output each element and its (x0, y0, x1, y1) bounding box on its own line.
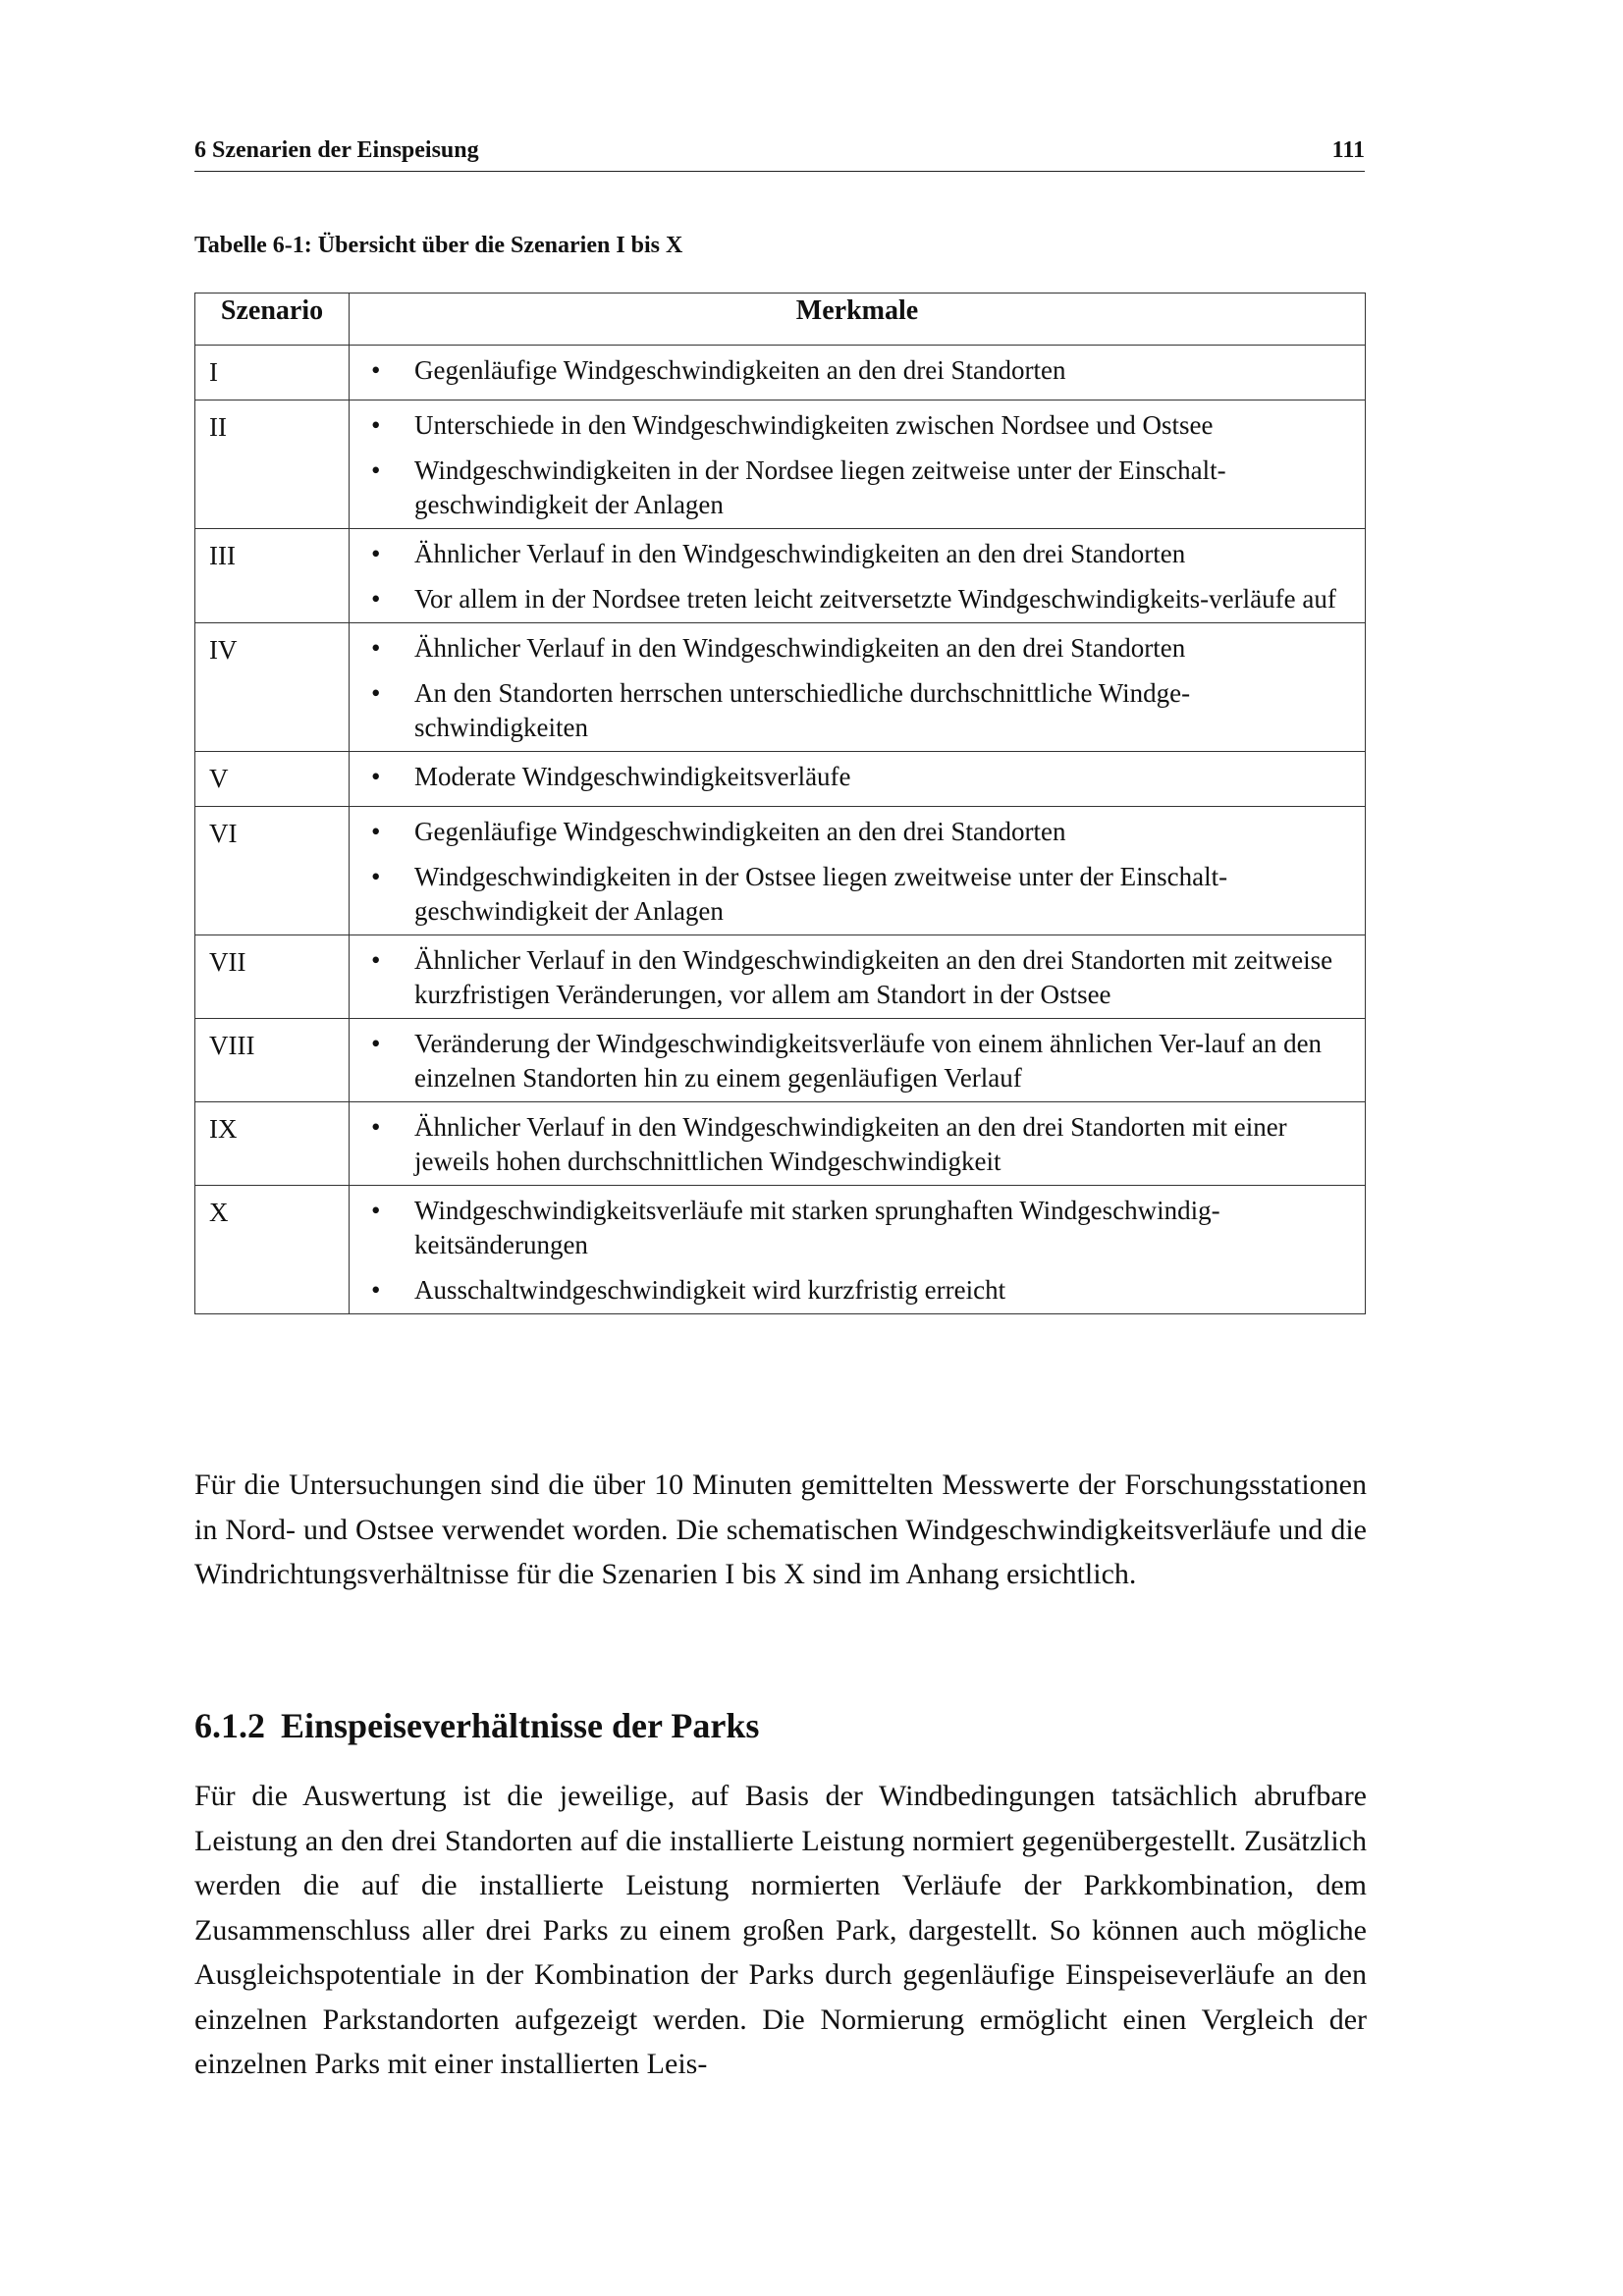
feature-list (350, 943, 1353, 1012)
column-header-scenario: Szenario (195, 294, 350, 346)
page-number: 111 (1331, 137, 1365, 163)
column-header-features: Merkmale (350, 294, 1366, 346)
table-row (195, 623, 1366, 752)
scenario-id: III (195, 529, 350, 623)
running-header (194, 133, 1365, 172)
table-caption: Tabelle 6-1: Übersicht über die Szenarien I bis X (194, 233, 683, 258)
feature-list (350, 1110, 1353, 1179)
table-row (195, 1019, 1366, 1102)
scenario-id: V (195, 752, 350, 807)
scenario-features (350, 1186, 1366, 1314)
feature-list (350, 815, 1353, 929)
scenario-id: X (195, 1186, 350, 1314)
scenario-features (350, 1019, 1366, 1102)
table-row (195, 529, 1366, 623)
feature-item: • Windgeschwindigkeiten in der Nordsee liegen zeitweise unter der Einschalt-geschwindigkeit der Anlagen (350, 454, 1353, 522)
feature-item: • Gegenläufige Windgeschwindigkeiten an den drei Standorten (350, 353, 1353, 388)
chapter-title: 6 Szenarien der Einspeisung (194, 137, 479, 163)
table-row (195, 400, 1366, 529)
body-paragraph: Für die Untersuchungen sind die über 10 Minuten gemittelten Messwerte der Forschungsstationen in Nord- und Ostsee verwendet worden. Die schematischen Windgeschwindigkeitsverläufe und die Windrichtungsverhältnisse für die Szenarien I bis X sind im Anhang ersichtlich. (194, 1468, 1367, 1590)
scenario-features (350, 752, 1366, 807)
table-row (195, 935, 1366, 1019)
scenario-id: VIII (195, 1019, 350, 1102)
feature-item: • Windgeschwindigkeitsverläufe mit starken sprunghaften Windgeschwindig-keitsänderungen (350, 1194, 1353, 1262)
scenario-table (194, 293, 1366, 1314)
table-body (195, 346, 1366, 1314)
scenario-id: VI (195, 807, 350, 935)
feature-item: • Ähnlicher Verlauf in den Windgeschwindigkeiten an den drei Standorten mit zeitweise kurzfristigen Veränderungen, vor allem am Standort in der Ostsee (350, 943, 1353, 1012)
scenario-features (350, 623, 1366, 752)
feature-item: • Moderate Windgeschwindigkeitsverläufe (350, 760, 1353, 794)
feature-list (350, 537, 1353, 616)
feature-list (350, 760, 1353, 794)
feature-item: • Ähnlicher Verlauf in den Windgeschwindigkeiten an den drei Standorten (350, 537, 1353, 571)
scenario-id: I (195, 346, 350, 400)
scenario-features (350, 346, 1366, 400)
feature-list (350, 1194, 1353, 1308)
scenario-features (350, 1102, 1366, 1186)
table-header-row (195, 294, 1366, 346)
feature-list (350, 1027, 1353, 1095)
section-title: Einspeiseverhältnisse der Parks (281, 1706, 760, 1745)
feature-item: • Unterschiede in den Windgeschwindigkeiten zwischen Nordsee und Ostsee (350, 408, 1353, 443)
scenario-features (350, 935, 1366, 1019)
scenario-id: IV (195, 623, 350, 752)
table-row (195, 1186, 1366, 1314)
scenario-id: VII (195, 935, 350, 1019)
feature-item: • An den Standorten herrschen unterschiedliche durchschnittliche Windge-schwindigkeiten (350, 676, 1353, 745)
feature-item: • Veränderung der Windgeschwindigkeitsverläufe von einem ähnlichen Ver-lauf an den einzelnen Standorten hin zu einem gegenläufigen Verlauf (350, 1027, 1353, 1095)
table-row (195, 807, 1366, 935)
feature-list (350, 631, 1353, 745)
scenario-features (350, 400, 1366, 529)
feature-item: • Ausschaltwindgeschwindigkeit wird kurzfristig erreicht (350, 1273, 1353, 1308)
body-paragraph: Für die Auswertung ist die jeweilige, auf Basis der Windbedingungen tatsächlich abrufbare Leistung an den drei Standorten auf die installierte Leistung normiert gegenübergestellt. Zusätzlich werden die auf die installierte Leistung normierten Verläufe der Parkkombination, dem Zusammenschluss aller drei Parks zu einem großen Park, dargestellt. So können auch mögliche Ausgleichspotentiale in der Kombination der Parks durch gegenläufige Einspeiseverläufe an den einzelnen Parkstandorten aufgezeigt werden. Die Normierung ermöglicht einen Vergleich der einzelnen Parks mit einer installierten Leis- (194, 1780, 1367, 2080)
table-row (195, 1102, 1366, 1186)
feature-list (350, 408, 1353, 522)
scenario-id: IX (195, 1102, 350, 1186)
scenario-id: II (195, 400, 350, 529)
table-row (195, 346, 1366, 400)
scenario-features (350, 807, 1366, 935)
scenario-features (350, 529, 1366, 623)
feature-item: • Ähnlicher Verlauf in den Windgeschwindigkeiten an den drei Standorten (350, 631, 1353, 666)
feature-list (350, 353, 1353, 388)
feature-item: • Vor allem in der Nordsee treten leicht zeitversetzte Windgeschwindigkeits-verläufe auf (350, 582, 1353, 616)
feature-item: • Ähnlicher Verlauf in den Windgeschwindigkeiten an den drei Standorten mit einer jeweils hohen durchschnittlichen Windgeschwindigkeit (350, 1110, 1353, 1179)
section-heading (194, 1705, 759, 1746)
feature-item: • Windgeschwindigkeiten in der Ostsee liegen zweitweise unter der Einschalt-geschwindigkeit der Anlagen (350, 860, 1353, 929)
table-row (195, 752, 1366, 807)
feature-item: • Gegenläufige Windgeschwindigkeiten an den drei Standorten (350, 815, 1353, 849)
section-number: 6.1.2 (194, 1706, 265, 1745)
